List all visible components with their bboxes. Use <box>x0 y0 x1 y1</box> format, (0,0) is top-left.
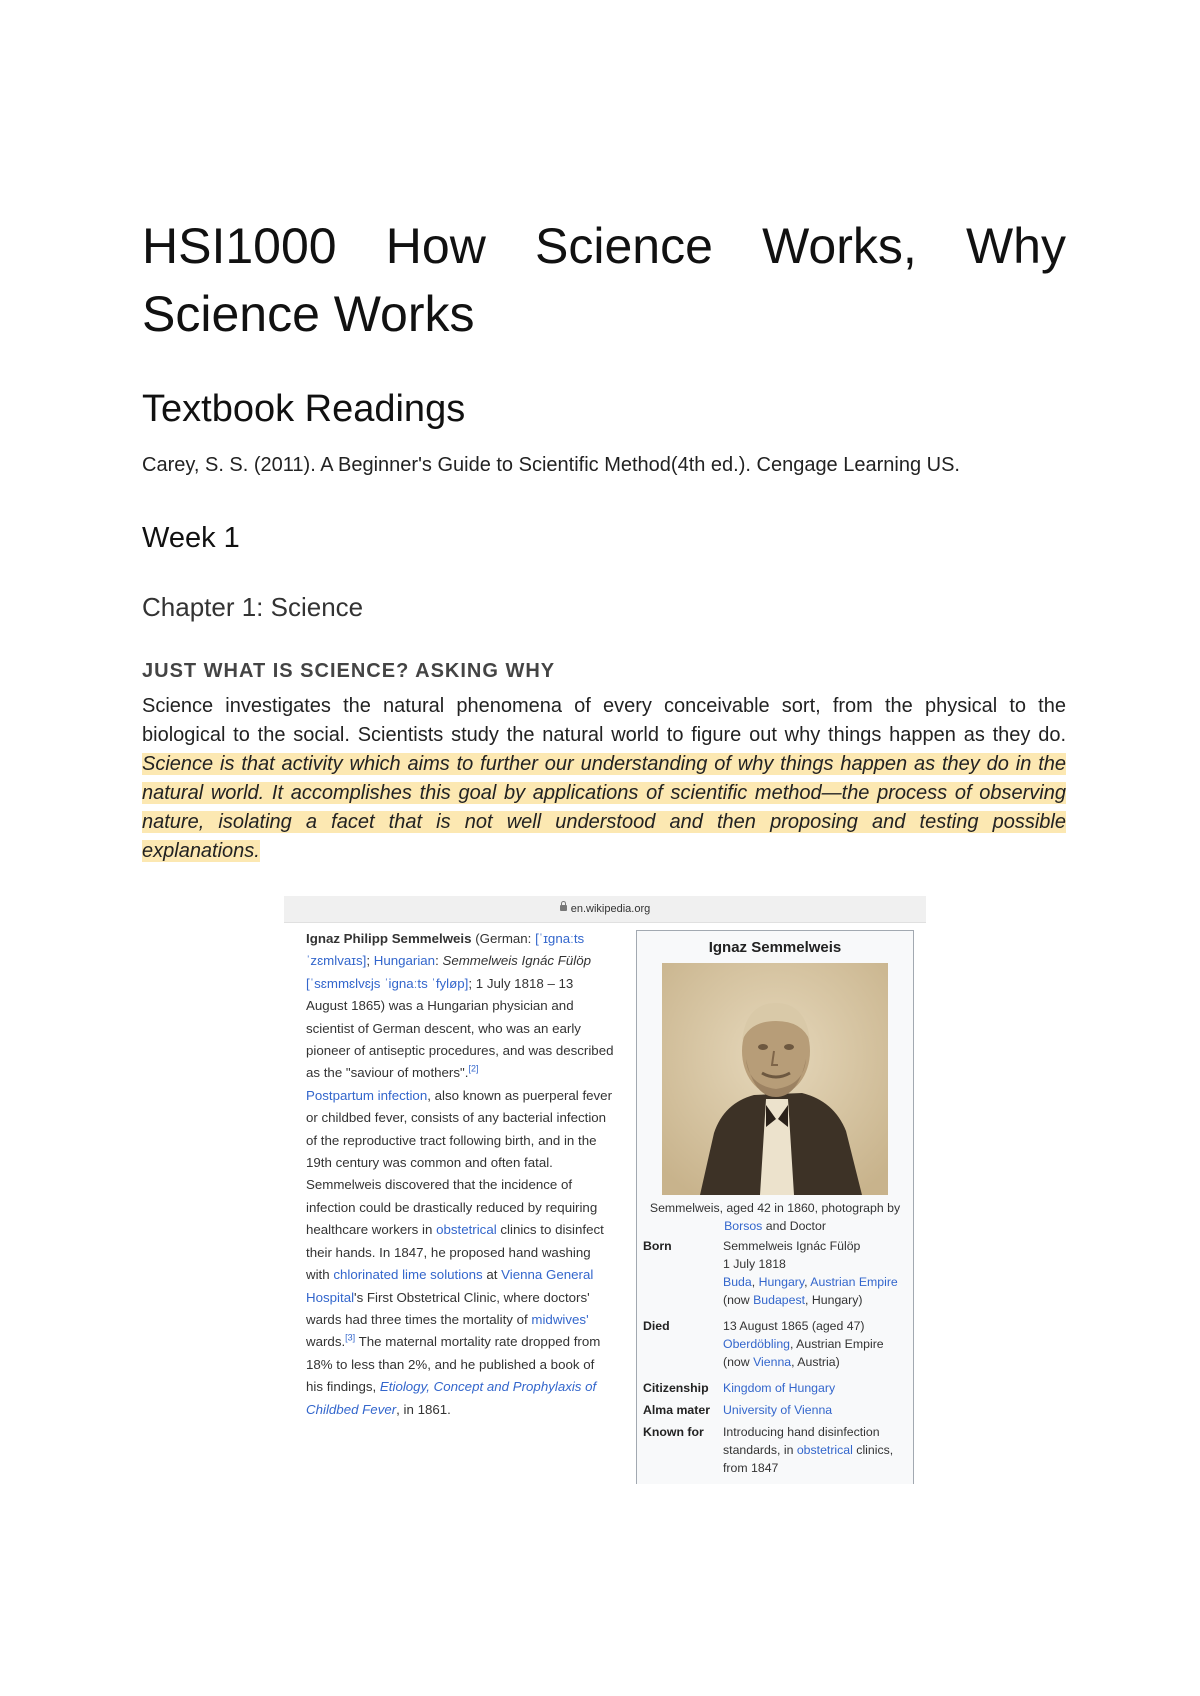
subsection-heading: JUST WHAT IS SCIENCE? ASKING WHY <box>142 660 556 682</box>
browser-url-bar <box>284 896 926 923</box>
portrait-caption <box>643 1199 907 1235</box>
obstetrical-link[interactable]: obstetrical <box>436 1222 497 1238</box>
ipa-german-link[interactable]: [ˈɪgnaːts ˈzɛmlvaɪs] <box>306 931 585 969</box>
born-place <box>723 1273 909 1291</box>
born-now <box>723 1291 909 1309</box>
intro-text: ; 1 July 1818 – 13 August 1865) was a Hungarian physician and scientist of German descent, who was an early pioneer of antiseptic procedures, and was described as the "saviour of mothers". <box>306 975 614 1081</box>
budapest-link[interactable]: Budapest <box>753 1293 806 1307</box>
portrait-illustration <box>662 963 888 1195</box>
url-text: en.wikipedia.org <box>570 903 651 915</box>
intro-text: at <box>482 1267 502 1283</box>
citation: Carey, S. S. (2011). A Beginner's Guide to Scientific Method(4th ed.). Cengage Learning US. <box>142 454 960 476</box>
intro-text: : <box>435 953 443 969</box>
known-text: clinics, from 1847 <box>723 1443 894 1475</box>
week-heading: Week 1 <box>142 522 240 554</box>
article-intro <box>306 928 614 1421</box>
oberdobling-link[interactable]: Oberdöbling <box>723 1337 790 1351</box>
section-heading: Textbook Readings <box>142 388 466 430</box>
born-value <box>723 1237 909 1309</box>
known-for-label: Known for <box>643 1425 704 1439</box>
intro-text: clinics to disinfect their hands. In 1847, he proposed hand washing with <box>306 1222 604 1283</box>
known-text: Introducing hand disinfection standards, in <box>723 1425 880 1457</box>
chlorinated-lime-link[interactable]: chlorinated lime solutions <box>333 1267 483 1283</box>
intro-text: The maternal mortality rate dropped from 18% to less than 2%, and he published a book of his findings, <box>306 1334 601 1395</box>
caption-text: Semmelweis, aged 42 in 1860, photograph by <box>649 1201 901 1215</box>
obstetrical-link[interactable]: obstetrical <box>796 1443 853 1457</box>
known-for-value <box>723 1423 909 1477</box>
intro-text: , also known as puerperal fever or childbed fever, consists of any bacterial infection of the reproductive tract following birth, and in the 19th century was common and often fatal. Semmelweis discovered that the incidence of infection could be drastically reduced by requiring healthcare workers in <box>306 1087 612 1238</box>
now-text: , Austria) <box>791 1355 840 1369</box>
midwives-link[interactable]: midwives' <box>531 1311 589 1327</box>
died-place <box>723 1335 909 1353</box>
now-text: (now <box>723 1293 754 1307</box>
paragraph-plain-text: Science investigates the natural phenomena of every conceivable sort, from the physical to the biological to the social. Scientists study the natural world to figure out why things happen as they do. <box>142 695 1066 746</box>
infobox-title: Ignaz Semmelweis <box>708 939 842 956</box>
portrait-photo <box>662 963 888 1195</box>
wikipedia-screenshot <box>284 896 926 1484</box>
intro-text: (German: <box>471 931 536 946</box>
caption-text: and Doctor <box>762 1219 826 1233</box>
place-text: , Austrian Empire <box>790 1337 884 1351</box>
born-name: Semmelweis Ignác Fülöp <box>723 1239 861 1253</box>
infobox <box>636 930 914 1484</box>
kingdom-of-hungary-link[interactable]: Kingdom of Hungary <box>723 1381 836 1395</box>
intro-text: 's First Obstetrical Clinic, where doctors' wards had three times the mortality of <box>306 1289 590 1327</box>
highlighted-definition: Science is that activity which aims to further our understanding of why things happen as they do in the natural world. It accomplishes this goal by applications of scientific method—the process of observing nature, isolating a facet that is not well understood and then proposing and testing possible explanations. <box>142 753 1066 862</box>
document-title: HSI1000 How Science Works, Why Science Works <box>142 218 1066 342</box>
separator: , <box>751 1275 759 1289</box>
ipa-hungarian-link[interactable]: [ˈsɛmmɛlvɛjs ˈignaːts ˈfyløp] <box>306 975 469 991</box>
born-label: Born <box>643 1239 672 1253</box>
hungarian-link[interactable]: Hungarian <box>373 953 436 969</box>
austrian-empire-link[interactable]: Austrian Empire <box>810 1275 898 1289</box>
postpartum-infection-link[interactable]: Postpartum infection <box>306 1087 428 1103</box>
university-of-vienna-link[interactable]: University of Vienna <box>723 1403 833 1417</box>
alma-mater-label: Alma mater <box>643 1403 710 1417</box>
intro-text: , in 1861. <box>396 1401 451 1417</box>
book-title-link[interactable]: Etiology, Concept and Prophylaxis of Childbed Fever <box>306 1379 597 1417</box>
born-date: 1 July 1818 <box>723 1257 786 1271</box>
now-text: , Hungary) <box>805 1293 863 1307</box>
now-text: (now <box>723 1355 754 1369</box>
died-label: Died <box>643 1319 670 1333</box>
died-date: 13 August 1865 (aged 47) <box>723 1319 865 1333</box>
article-subject-name: Ignaz Philipp Semmelweis <box>306 931 472 946</box>
body-paragraph <box>142 692 1066 866</box>
chapter-heading: Chapter 1: Science <box>142 592 364 622</box>
separator: , <box>804 1275 811 1289</box>
intro-text: ; <box>366 953 374 969</box>
reference-link[interactable]: [2] <box>468 1064 479 1075</box>
intro-text: wards. <box>306 1334 346 1350</box>
hungarian-name: Semmelweis Ignác Fülöp <box>442 953 592 969</box>
died-now <box>723 1353 909 1371</box>
reference-link[interactable]: [3] <box>345 1332 356 1343</box>
hungary-link[interactable]: Hungary <box>758 1275 805 1289</box>
vienna-general-hospital-link[interactable]: Vienna General Hospital <box>306 1267 594 1305</box>
citizenship-label: Citizenship <box>643 1381 709 1395</box>
vienna-link[interactable]: Vienna <box>753 1355 792 1369</box>
borsos-link[interactable]: Borsos <box>724 1219 763 1233</box>
lock-icon <box>560 905 567 911</box>
died-value <box>723 1317 909 1371</box>
buda-link[interactable]: Buda <box>723 1275 752 1289</box>
